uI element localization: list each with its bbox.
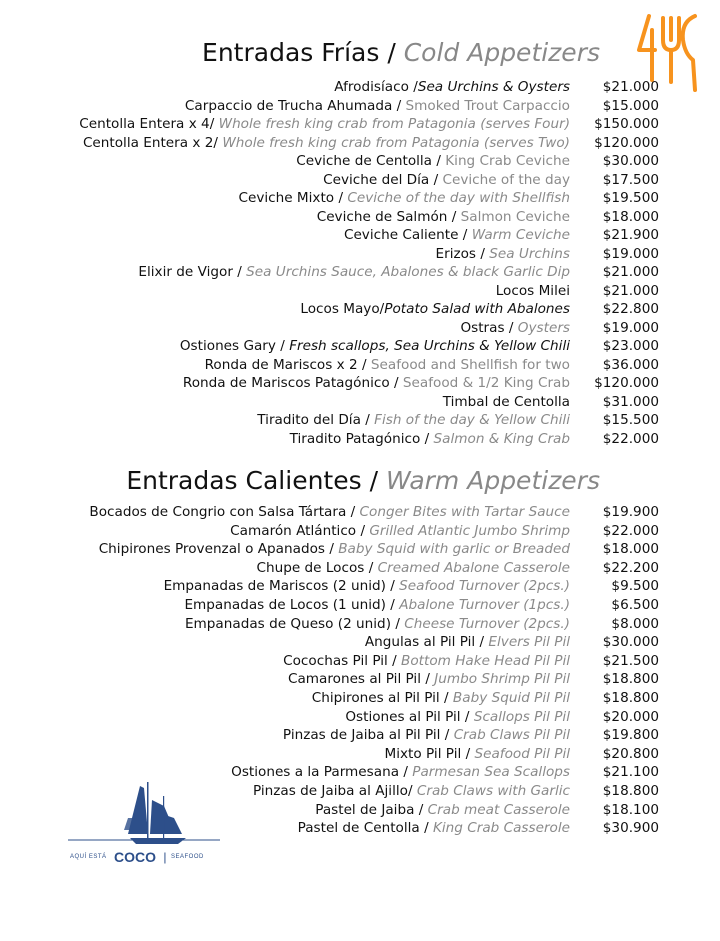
menu-item-name-en: Ceviche of the day with Shellfish (347, 190, 570, 206)
brand-wordmark (70, 848, 204, 866)
menu-item-separator: / (504, 319, 518, 336)
menu-item-separator: / (389, 375, 403, 391)
menu-item-name-en: Elvers Pil Pil (488, 634, 570, 651)
menu-item-separator: / (385, 597, 400, 613)
menu-item-price: $21.100 (602, 764, 659, 781)
menu-item-separator: / (392, 97, 406, 114)
menu-item-separator: / (364, 559, 378, 576)
menu-item-separator: / (213, 134, 223, 151)
menu-item-price: $17.500 (602, 171, 659, 188)
menu-item-price: $19.500 (602, 190, 659, 206)
menu-item-name-en: Seafood and Shellfish for two (370, 356, 570, 373)
menu-item-description (460, 319, 570, 337)
menu-item (0, 115, 720, 134)
section-title-es: Entradas Frías (202, 38, 380, 67)
menu-item-separator: / (475, 634, 489, 651)
menu-item-separator: / (232, 264, 247, 280)
menu-item-name-es: Camarón Atlántico (230, 522, 357, 539)
menu-item-price: $6.500 (611, 597, 659, 613)
menu-item (0, 97, 720, 116)
brand-bar: | (163, 849, 167, 864)
menu-item (0, 596, 720, 615)
menu-item-name-es: Carpaccio de Trucha Ahumada (184, 97, 393, 114)
menu-item-name-en: Creamed Abalone Casserole (377, 559, 570, 576)
menu-item-price: $36.000 (602, 356, 659, 373)
menu-item-price: $18.100 (602, 801, 659, 818)
menu-item-price: $30.900 (602, 820, 659, 837)
menu-item-name-en: Abalone Turnover (1pcs.) (399, 597, 570, 613)
menu-item-price: $20.000 (602, 708, 659, 725)
menu-item-separator: / (432, 153, 446, 169)
menu-item-price: $30.000 (602, 153, 659, 169)
menu-item-price: $22.000 (602, 522, 659, 539)
menu-item-separator: / (429, 171, 443, 188)
menu-item-price: $22.200 (602, 559, 659, 576)
menu-item-name-es: Elixir de Vigor (138, 264, 233, 280)
menu-item (0, 577, 720, 596)
menu-item-separator: / (407, 783, 417, 799)
menu-item (0, 503, 720, 522)
menu-item-description (164, 577, 570, 595)
menu-item-name-es: Ceviche de Salmón (316, 208, 448, 225)
menu-item-name-en: Baby Squid with garlic or Breaded (338, 541, 570, 558)
section-title-es: Entradas Calientes (126, 466, 362, 495)
menu-item-separator: / (387, 652, 402, 669)
menu-item-price: $15.000 (602, 97, 659, 114)
menu-item-separator: / (439, 690, 453, 706)
menu-item-description (257, 559, 571, 577)
menu-item-name-en: Sea Urchins (489, 245, 570, 262)
menu-item-price: $19.000 (602, 319, 659, 336)
menu-item-name-en: Crab Claws Pil Pil (453, 727, 570, 744)
menu-item-name-es: Camarones al Pil Pil (287, 671, 421, 688)
menu-item (0, 689, 720, 708)
menu-item-price: $21.500 (602, 652, 659, 669)
section-title-en: Warm Appetizers (385, 466, 600, 495)
menu-item-description (345, 708, 570, 726)
menu-item-description (312, 689, 570, 707)
section-title-warm (126, 466, 600, 495)
menu-item-name-es: Cocochas Pil Pil (283, 652, 388, 669)
menu-item-description (385, 745, 571, 763)
menu-item-separator: / (420, 430, 434, 447)
menu-item-name-es: Ostiones a la Parmesana (231, 764, 400, 781)
menu-item (0, 337, 720, 356)
menu-item-name-es: Ostiones al Pil Pil (345, 708, 461, 725)
menu-item-name-es: Ronda de Mariscos Patagónico (182, 375, 390, 391)
brand-name: COCO (113, 848, 156, 865)
menu-item-description (99, 540, 570, 558)
menu-item-name-es: Ceviche del Día (323, 171, 430, 188)
menu-item (0, 670, 720, 689)
menu-item-price: $20.800 (602, 745, 659, 762)
menu-item-name-en: Oysters (517, 319, 570, 336)
menu-item (0, 134, 720, 153)
menu-item (0, 615, 720, 634)
menu-item-description (334, 78, 570, 96)
section-title-en: Cold Appetizers (403, 38, 600, 67)
menu-item-name-en: King Crab Casserole (432, 820, 570, 837)
menu-item-description (300, 300, 570, 318)
menu-item-name-es: Ostiones Gary (179, 338, 276, 354)
menu-item-separator: / (379, 301, 385, 317)
section-title-cold (202, 38, 600, 67)
menu-item-name-es: Centolla Entera x 4 (79, 116, 210, 132)
menu-item-price: $30.000 (602, 634, 659, 651)
menu-item-name-es: Chipirones al Pil Pil (311, 690, 440, 706)
menu-item-description (317, 208, 570, 226)
menu-item-name-en: Baby Squid Pil Pil (452, 690, 570, 706)
menu-item (0, 522, 720, 541)
menu-item-name-es: Bocados de Congrio con Salsa Tártara (89, 504, 347, 520)
menu-item (0, 411, 720, 430)
menu-item-separator: / (447, 208, 461, 225)
menu-item-price: $21.000 (602, 282, 659, 299)
menu-item (0, 300, 720, 319)
menu-item-description (253, 782, 570, 800)
menu-item-name-es: Chupe de Locos (256, 559, 365, 576)
menu-item-price: $8.000 (611, 615, 659, 632)
menu-item-name-es: Ronda de Mariscos x 2 (204, 356, 358, 373)
menu-item-name-en: Whole fresh king crab from Patagonia (serves Four) (218, 116, 570, 132)
menu-item-price: $22.000 (602, 430, 659, 447)
menu-item-price: $21.000 (602, 264, 659, 280)
menu-item-price: $22.800 (602, 301, 659, 317)
menu-item-name-en: Bottom Hake Head Pil Pil (401, 652, 570, 669)
menu-item-separator: / (458, 227, 472, 243)
menu-item (0, 393, 720, 412)
menu-item-name-en: Fish of the day & Yellow Chili (374, 412, 570, 428)
menu-item-name-en: Fresh scallops, Sea Urchins & Yellow Chili (289, 338, 570, 354)
menu-item-separator: / (440, 727, 454, 744)
menu-item-separator: / (413, 79, 418, 95)
menu-item-separator: / (209, 116, 219, 132)
menu-item-price: $18.800 (602, 783, 659, 799)
menu-item-name-es: Timbal de Centolla (442, 393, 570, 410)
menu-item-name-es: Empanadas de Mariscos (2 unid) (163, 578, 386, 595)
menu-item-name-es: Centolla Entera x 2 (82, 134, 214, 151)
menu-item-description (496, 282, 570, 300)
menu-item-price: $19.900 (602, 504, 659, 520)
brand-suffix: SEAFOOD (171, 853, 204, 860)
menu-item-description (89, 503, 570, 521)
menu-item-name-es: Pastel de Centolla (297, 820, 420, 837)
menu-item-separator: / (325, 541, 339, 558)
menu-item-description (184, 596, 570, 614)
menu-item-separator: / (460, 708, 474, 725)
menu-item-description (344, 226, 570, 244)
menu-item-price: $23.000 (602, 338, 659, 354)
menu-item (0, 171, 720, 190)
menu-item-price: $150.000 (594, 116, 659, 132)
menu-item-name-en: Sea Urchins Sauce, Abalones & black Garlic Dip (246, 264, 570, 280)
menu-item-name-en: Whole fresh king crab from Patagonia (serves Two) (222, 134, 570, 151)
menu-item-description (296, 152, 570, 170)
menu-item-name-es: Empanadas de Queso (2 unid) (184, 615, 391, 632)
menu-item-description (443, 393, 570, 411)
menu-item-name-en: King Crab Ceviche (445, 153, 570, 169)
menu-item (0, 319, 720, 338)
menu-item (0, 189, 720, 208)
brand-prefix: AQUÍ ESTÁ (70, 853, 107, 860)
menu-item-separator: / (334, 190, 348, 206)
menu-item-name-en: Salmon & King Crab (433, 430, 570, 447)
menu-item-price: $120.000 (594, 375, 659, 391)
menu-item-name-en: Seafood & 1/2 King Crab (402, 375, 570, 391)
menu-item-name-en: Ceviche of the day (442, 171, 570, 188)
menu-item-name-es: Ostras (460, 319, 505, 336)
menu-item-description (323, 171, 570, 189)
menu-item-name-es: Chipirones Provenzal o Apanados (98, 541, 325, 558)
menu-item-separator: / (356, 522, 370, 539)
menu-item-name-en: Grilled Atlantic Jumbo Shrimp (369, 522, 570, 539)
menu-item-name-es: Pinzas de Jaiba al Pil Pil (282, 727, 441, 744)
menu-item (0, 226, 720, 245)
menu-item-description (257, 411, 570, 429)
menu-item-name-en: Smoked Trout Carpaccio (405, 97, 570, 114)
menu-item-separator: / (385, 578, 400, 595)
menu-item-separator: / (391, 615, 405, 632)
menu-item-name-en: Conger Bites with Tartar Sauce (359, 504, 570, 520)
menu-item-description (138, 263, 570, 281)
menu-item-separator: / (419, 820, 433, 837)
menu-item-separator: / (461, 745, 475, 762)
menu-item-price: $31.000 (602, 393, 659, 410)
menu-item (0, 78, 720, 97)
menu-item-name-en: Warm Ceviche (471, 227, 570, 243)
menu-item-description (185, 97, 570, 115)
menu-item-price: $18.000 (602, 208, 659, 225)
menu-item-price: $19.800 (602, 727, 659, 744)
menu-item-name-en: Crab meat Casserole (427, 801, 570, 818)
menu-item (0, 356, 720, 375)
menu-item-price: $18.000 (602, 541, 659, 558)
menu-item-name-es: Locos Milei (495, 282, 570, 299)
menu-item-price: $15.500 (602, 412, 659, 428)
menu-item (0, 745, 720, 764)
menu-item (0, 263, 720, 282)
menu-item-separator: / (421, 671, 435, 688)
menu-item-name-es: Afrodisíaco (334, 79, 414, 95)
menu-item-description (365, 633, 570, 651)
menu-item (0, 430, 720, 449)
menu-item (0, 559, 720, 578)
menu-item-name-en: Jumbo Shrimp Pil Pil (434, 671, 570, 688)
menu-item-description (436, 245, 570, 263)
menu-item-name-en: Crab Claws with Garlic (416, 783, 570, 799)
menu-item-price: $18.800 (602, 690, 659, 706)
menu-item-name-en: Cheese Turnover (2pcs.) (404, 615, 570, 632)
menu-item-separator: / (476, 245, 490, 262)
menu-item (0, 374, 720, 393)
menu-item-separator: / (275, 338, 290, 354)
menu-item-price: $18.800 (602, 671, 659, 688)
menu-item-description (185, 615, 570, 633)
menu-item (0, 282, 720, 301)
menu-item-price: $21.900 (602, 227, 659, 243)
menu-item-description (205, 356, 570, 374)
menu-item-name-en: Scallops Pil Pil (473, 708, 570, 725)
menu-item (0, 208, 720, 227)
menu-item (0, 633, 720, 652)
menu-item-description (231, 763, 570, 781)
menu-item-description (298, 819, 570, 837)
menu-item-name-en: Potato Salad with Abalones (384, 301, 570, 317)
menu-item-name-en: Seafood Turnover (2pcs.) (399, 578, 570, 595)
menu-item (0, 652, 720, 671)
menu-item (0, 245, 720, 264)
section-title-sep: / (361, 466, 386, 495)
menu-item-name-en: Sea Urchins & Oysters (417, 79, 570, 95)
menu-item-name-es: Ceviche Caliente (343, 227, 459, 243)
menu-item-name-es: Erizos (435, 245, 477, 262)
menu-item-description (315, 801, 570, 819)
menu-item-name-es: Pinzas de Jaiba al Ajillo (252, 783, 408, 799)
menu-item (0, 152, 720, 171)
menu-item-name-es: Pastel de Jaiba (315, 801, 415, 818)
menu-item-separator: / (399, 764, 413, 781)
menu-item-description (288, 670, 570, 688)
menu-item-name-en: Seafood Pil Pil (474, 745, 570, 762)
menu-item (0, 540, 720, 559)
menu-item-price: $9.500 (611, 578, 659, 595)
menu-item-separator: / (414, 801, 428, 818)
menu-item-name-es: Ceviche de Centolla (296, 153, 433, 169)
menu-item-name-en: Parmesan Sea Scallops (412, 764, 570, 781)
menu-item-description (230, 522, 570, 540)
menu-item-name-es: Locos Mayo (300, 301, 380, 317)
menu-item-name-es: Empanadas de Locos (1 unid) (184, 597, 386, 613)
menu-item-price: $19.000 (602, 245, 659, 262)
menu-item-description (180, 337, 570, 355)
menu-item-price: $21.000 (602, 79, 659, 95)
menu-item-name-es: Ceviche Mixto (238, 190, 335, 206)
menu-item-description (283, 652, 570, 670)
menu-item-separator: / (357, 356, 371, 373)
menu-item-separator: / (360, 412, 375, 428)
menu-item-description (238, 189, 570, 207)
menu-item-separator: / (346, 504, 360, 520)
menu-item-name-es: Angulas al Pil Pil (364, 634, 476, 651)
menu-item-description (79, 115, 570, 133)
menu-item (0, 726, 720, 745)
menu-item-description (83, 134, 570, 152)
menu-item-name-es: Tiradito del Día (257, 412, 361, 428)
menu-item-description (283, 726, 570, 744)
menu-item-name-es: Tiradito Patagónico (289, 430, 421, 447)
menu-item-price: $120.000 (594, 134, 659, 151)
menu-item-description (183, 374, 570, 392)
menu-item-description (290, 430, 570, 448)
section-title-sep: / (379, 38, 404, 67)
menu-item (0, 708, 720, 727)
menu-item-name-en: Salmon Ceviche (460, 208, 570, 225)
menu-item-name-es: Mixto Pil Pil (384, 745, 462, 762)
